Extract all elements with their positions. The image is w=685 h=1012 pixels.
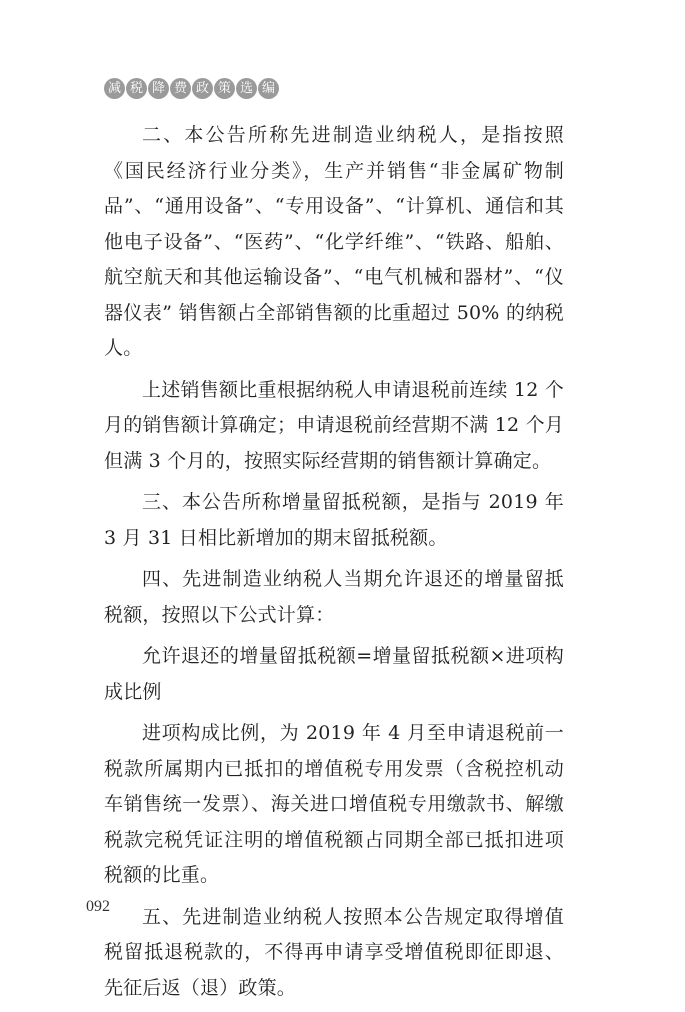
series-title-char: 费	[170, 78, 191, 99]
series-title-char: 降	[148, 78, 169, 99]
paragraph-article-three: 三、本公告所称增量留抵税额，是指与 2019 年 3 月 31 日相比新增加的期末留抵税额。	[104, 491, 564, 549]
paragraph-article-five: 五、先进制造业纳税人按照本公告规定取得增值税留抵退税款的，不得再申请享受增值税即征即退、先征后返（退）政策。	[104, 905, 564, 999]
series-title-char: 政	[192, 78, 213, 99]
paragraph-article-four: 四、先进制造业纳税人当期允许退还的增量留抵税额，按照以下公式计算：	[104, 568, 564, 626]
paragraph-article-two: 二、本公告所称先进制造业纳税人，是指按照《国民经济行业分类》，生产并销售“非金属矿物制品”、“通用设备”、“专用设备”、“计算机、通信和其他电子设备”、“医药”、“化学纤维”、“铁路、船舶、航空航天和其他运输设备”、“电气机械和器材”、“仪器仪表” 销售额占全部销售额的比重超过 50% 的纳税人。	[104, 124, 564, 359]
document-body	[104, 118, 564, 1012]
series-title-char: 编	[258, 78, 279, 99]
series-title-banner	[104, 78, 279, 99]
series-title-char: 选	[236, 78, 257, 99]
paragraph-input-ratio: 进项构成比例，为 2019 年 4 月至申请退税前一税款所属期内已抵扣的增值税专用发票（含税控机动车销售统一发票）、海关进口增值税专用缴款书、解缴税款完税凭证注明的增值税额占同期全部已抵扣进项税额的比重。	[104, 722, 564, 886]
series-title-char: 减	[104, 78, 125, 99]
series-title-char: 税	[126, 78, 147, 99]
page-number: 092	[86, 898, 110, 915]
paragraph-sales-ratio: 上述销售额比重根据纳税人申请退税前连续 12 个月的销售额计算确定；申请退税前经营期不满 12 个月但满 3 个月的，按照实际经营期的销售额计算确定。	[104, 378, 564, 472]
paragraph-formula: 允许退还的增量留抵税额=增量留抵税额×进项构成比例	[104, 645, 564, 703]
series-title-char: 策	[214, 78, 235, 99]
